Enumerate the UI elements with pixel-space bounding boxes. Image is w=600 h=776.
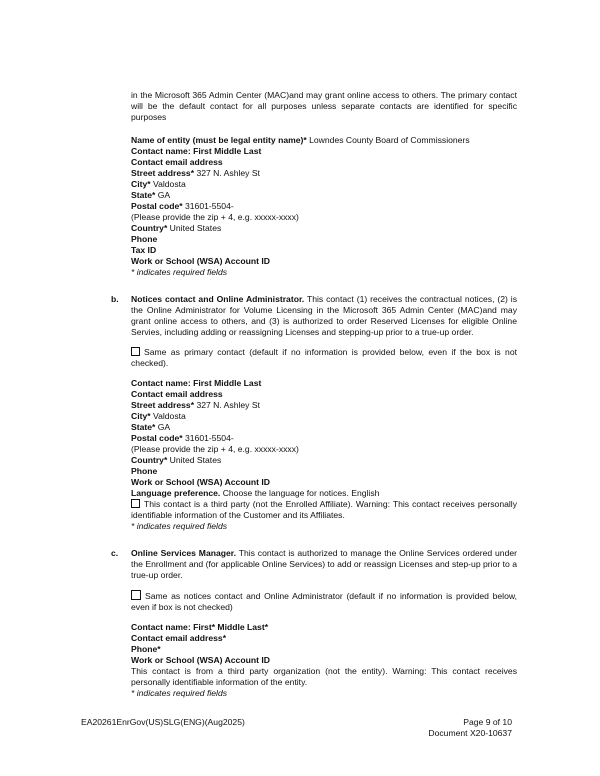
language-value: Choose the language for notices. English bbox=[220, 488, 380, 498]
city-label: City* bbox=[131, 411, 151, 421]
section-c bbox=[111, 548, 517, 699]
contact-name-label: Contact name: First Middle Last bbox=[131, 146, 262, 156]
postal-label: Postal code* bbox=[131, 201, 183, 211]
language-label: Language preference. bbox=[131, 488, 221, 498]
required-note: * indicates required fields bbox=[131, 521, 228, 531]
contact-email-label: Contact email address bbox=[131, 157, 223, 167]
footer-doc-code: EA20261EnrGov(US)SLG(ENG)(Aug2025) bbox=[81, 717, 245, 727]
contact-name-label: Contact name: First* Middle Last* bbox=[131, 622, 269, 632]
street-value: 327 N. Ashley St bbox=[194, 400, 260, 410]
wsa-label: Work or School (WSA) Account ID bbox=[131, 655, 270, 665]
section-b-marker: b. bbox=[111, 294, 119, 304]
phone-label: Phone bbox=[131, 466, 158, 476]
wsa-label: Work or School (WSA) Account ID bbox=[131, 256, 270, 266]
same-as-notices-checkbox[interactable] bbox=[131, 590, 141, 600]
state-label: State* bbox=[131, 422, 156, 432]
same-as-primary-checkbox[interactable] bbox=[131, 347, 140, 356]
entity-value: Lowndes County Board of Commissioners bbox=[306, 135, 470, 145]
third-party-note: This contact is from a third party organization (not the entity). Warning: This contact receives personally identifiable information of the entity. bbox=[131, 666, 517, 687]
page-content bbox=[111, 90, 517, 699]
entity-label: Name of entity (must be legal entity name)* bbox=[131, 135, 307, 145]
same-as-notices-label: Same as notices contact and Online Administrator (default if no information is provided below, even if box is not checked) bbox=[131, 591, 517, 612]
wsa-label: Work or School (WSA) Account ID bbox=[131, 477, 270, 487]
same-as-primary-label: Same as primary contact (default if no information is provided below, even if the box is not checked). bbox=[131, 347, 517, 368]
section-b bbox=[111, 294, 517, 532]
required-note: * indicates required fields bbox=[131, 267, 228, 277]
section-c-heading: Online Services Manager. bbox=[131, 548, 237, 558]
third-party-checkbox[interactable] bbox=[131, 499, 140, 508]
phone-label: Phone bbox=[131, 234, 158, 244]
contact-name-label: Contact name: First Middle Last bbox=[131, 378, 262, 388]
city-label: City* bbox=[131, 179, 151, 189]
state-value: GA bbox=[155, 190, 171, 200]
street-value: 327 N. Ashley St bbox=[194, 168, 260, 178]
state-value: GA bbox=[155, 422, 171, 432]
contact-email-label: Contact email address bbox=[131, 389, 223, 399]
intro-paragraph: in the Microsoft 365 Admin Center (MAC)and may grant online access to others. The primary contact will be the default contact for all purposes unless separate contacts are identified for specific purposes bbox=[131, 90, 517, 122]
country-value: United States bbox=[167, 455, 222, 465]
phone-label: Phone* bbox=[131, 644, 161, 654]
country-label: Country* bbox=[131, 455, 168, 465]
section-c-body: This contact is authorized to manage the Online Services ordered under the Enrollment and (for applicable Online Services) to add or reassign Licenses and step-up prior to a true-up order. bbox=[131, 548, 517, 580]
required-note: * indicates required fields bbox=[131, 688, 228, 698]
postal-label: Postal code* bbox=[131, 433, 183, 443]
country-label: Country* bbox=[131, 223, 168, 233]
state-label: State* bbox=[131, 190, 156, 200]
postal-hint: (Please provide the zip + 4, e.g. xxxxx-xxxx) bbox=[131, 212, 299, 222]
third-party-label: This contact is a third party (not the Enrolled Affiliate). Warning: This contact receives personally identifiable information of the Customer and its Affiliates. bbox=[131, 499, 517, 520]
primary-contact-block bbox=[131, 135, 517, 278]
document-number: Document X20-10637 bbox=[428, 728, 512, 738]
section-b-heading: Notices contact and Online Administrator. bbox=[131, 294, 305, 304]
section-b-body: This contact (1) receives the contractual notices, (2) is the Online Administrator for Volume Licensing in the Microsoft 365 Admin Center (MAC)and may grant online access to others, and (3) is authorized to order Reserved Licenses for eligible Online Servies, including adding or reassigning Licenses and stepping-up prior to a true-up order. bbox=[131, 294, 517, 337]
footer-page-info bbox=[428, 717, 512, 739]
city-value: Valdosta bbox=[150, 179, 186, 189]
postal-value: 31601-5504- bbox=[182, 201, 234, 211]
street-label: Street address* bbox=[131, 400, 195, 410]
postal-value: 31601-5504- bbox=[182, 433, 234, 443]
postal-hint: (Please provide the zip + 4, e.g. xxxxx-xxxx) bbox=[131, 444, 299, 454]
tax-id-label: Tax ID bbox=[131, 245, 157, 255]
city-value: Valdosta bbox=[150, 411, 186, 421]
street-label: Street address* bbox=[131, 168, 195, 178]
section-c-marker: c. bbox=[111, 548, 119, 558]
page-number: Page 9 of 10 bbox=[463, 717, 512, 727]
contact-email-label: Contact email address* bbox=[131, 633, 227, 643]
country-value: United States bbox=[167, 223, 222, 233]
